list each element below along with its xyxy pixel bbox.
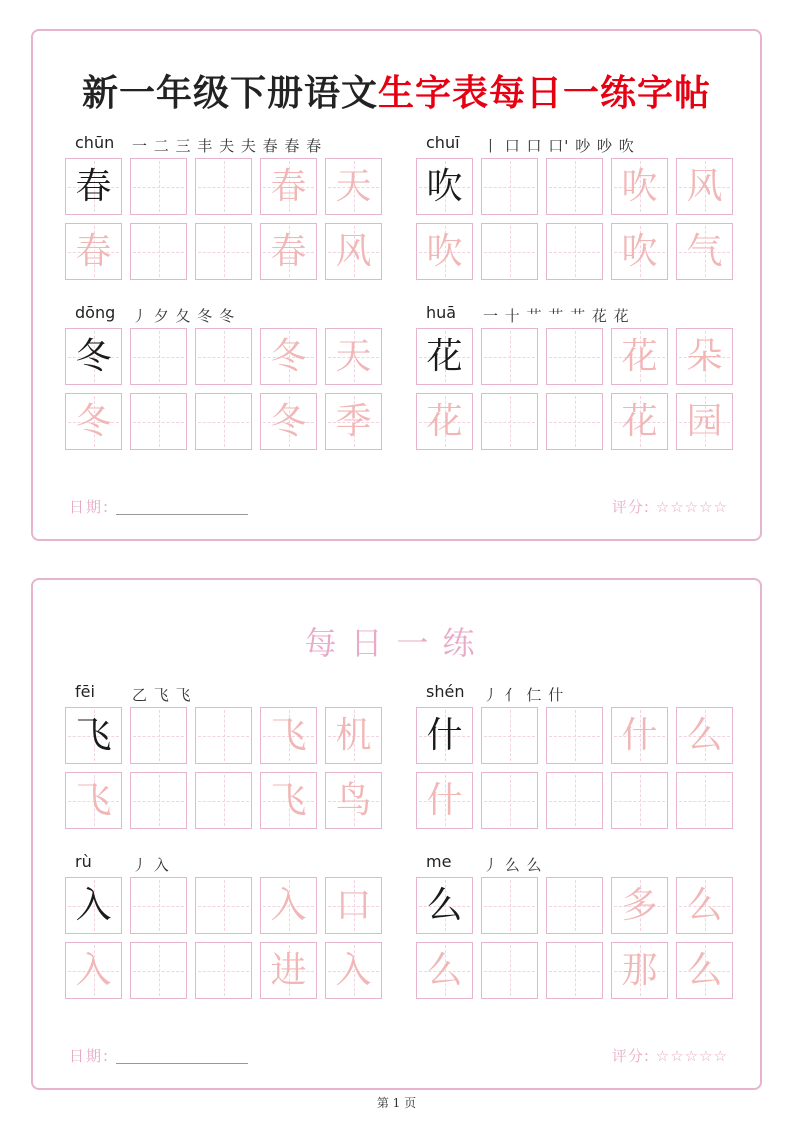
trace-cell[interactable]: 飞 [65,772,122,829]
model-char-cell: 飞 [65,707,122,764]
stroke-order: 丿 夕 夂 冬 冬 [132,307,236,325]
trace-cell[interactable]: 气 [676,223,733,280]
grid-row [65,707,382,764]
char-block-dong [65,303,395,473]
sheet-title [33,65,760,116]
practice-cell[interactable] [195,772,252,829]
practice-cell[interactable] [195,877,252,934]
trace-cell[interactable]: 么 [676,942,733,999]
trace-cell[interactable]: 吹 [611,158,668,215]
practice-cell[interactable] [130,707,187,764]
trace-cell[interactable]: 入 [65,942,122,999]
model-char-cell: 春 [65,158,122,215]
grid-row [65,158,382,215]
trace-cell[interactable]: 机 [325,707,382,764]
grid-row [416,877,733,934]
char-block-ru [65,852,395,1022]
practice-cell[interactable] [195,393,252,450]
trace-cell[interactable]: 多 [611,877,668,934]
grid-row [416,772,733,829]
pinyin-label: me [426,852,452,871]
model-char-cell: 什 [416,707,473,764]
stroke-order: 丿 么 么 [483,856,543,874]
practice-cell[interactable] [481,707,538,764]
trace-cell[interactable]: 飞 [260,707,317,764]
grid-row [65,328,382,385]
char-block-shen [416,682,746,852]
trace-cell[interactable]: 春 [65,223,122,280]
char-block-me [416,852,746,1022]
score-label: 评分: [611,1047,650,1065]
practice-cell[interactable] [481,393,538,450]
page-number: 第 1 页 [376,1096,417,1110]
practice-sheet-1 [31,29,762,541]
trace-cell[interactable]: 吹 [416,223,473,280]
stroke-order: 一 十 艹 艹 艹 花 花 [483,307,630,325]
grid-row [416,328,733,385]
practice-cell[interactable] [481,158,538,215]
char-block-fei [65,682,395,852]
practice-cell[interactable] [546,328,603,385]
trace-cell[interactable]: 冬 [260,393,317,450]
pinyin-label: rù [75,852,92,871]
grid-row [65,877,382,934]
date-field[interactable] [69,1045,248,1066]
char-block-chui [416,133,746,303]
practice-cell[interactable] [546,772,603,829]
practice-cell[interactable] [546,223,603,280]
grid-row [65,393,382,450]
sheet-title: 每日一练 [304,624,489,662]
trace-cell[interactable]: 进 [260,942,317,999]
trace-cell[interactable]: 入 [260,877,317,934]
grid-row [416,223,733,280]
stroke-order: 丨 口 口 口' 吵 吵 吹 [483,137,635,155]
trace-cell[interactable]: 那 [611,942,668,999]
date-underline [116,1063,248,1064]
trace-cell[interactable]: 花 [416,393,473,450]
trace-cell[interactable]: 什 [611,707,668,764]
trace-cell[interactable]: 天 [325,158,382,215]
practice-cell[interactable] [130,223,187,280]
practice-cell[interactable] [195,223,252,280]
practice-cell[interactable] [481,877,538,934]
trace-cell[interactable]: 吹 [611,223,668,280]
date-label: 日期: [69,498,111,516]
grid-row [416,942,733,999]
score-field [612,496,728,517]
trace-cell[interactable]: 飞 [260,772,317,829]
practice-cell[interactable] [195,158,252,215]
practice-cell[interactable] [130,942,187,999]
trace-cell[interactable]: 冬 [65,393,122,450]
practice-cell[interactable] [130,158,187,215]
trace-cell[interactable]: 花 [611,328,668,385]
trace-cell[interactable]: 鸟 [325,772,382,829]
pinyin-label: dōng [75,303,116,322]
trace-cell[interactable]: 口 [325,877,382,934]
star-rating-icon[interactable]: ☆☆☆☆☆ [655,498,728,516]
title-dark-part: 新一年级下册语文 [81,72,378,114]
practice-cell[interactable] [546,707,603,764]
char-block-hua [416,303,746,473]
practice-cell[interactable] [676,772,733,829]
grid-row [416,707,733,764]
char-block-chun [65,133,395,303]
pinyin-label: chuī [426,133,460,152]
practice-cell[interactable] [546,393,603,450]
trace-cell[interactable]: 春 [260,158,317,215]
trace-cell[interactable]: 春 [260,223,317,280]
practice-cell[interactable] [481,328,538,385]
trace-cell[interactable]: 冬 [260,328,317,385]
model-char-cell: 冬 [65,328,122,385]
trace-cell[interactable]: 风 [676,158,733,215]
model-char-cell: 么 [416,877,473,934]
stroke-order: 一 二 三 丰 夫 夫 春 春 春 [132,137,323,155]
title-red-part: 生字表每日一练字帖 [378,72,712,114]
trace-cell[interactable]: 花 [611,393,668,450]
trace-cell[interactable]: 么 [676,707,733,764]
model-char-cell: 吹 [416,158,473,215]
trace-cell[interactable]: 园 [676,393,733,450]
practice-sheet-2 [31,578,762,1090]
pinyin-label: huā [426,303,457,322]
trace-cell[interactable]: 天 [325,328,382,385]
trace-cell[interactable]: 么 [416,942,473,999]
practice-cell[interactable] [546,877,603,934]
pinyin-label: shén [426,682,465,701]
grid-row [416,158,733,215]
star-rating-icon[interactable]: ☆☆☆☆☆ [655,1047,728,1065]
practice-cell[interactable] [481,942,538,999]
model-char-cell: 入 [65,877,122,934]
stroke-order: 丿 亻 仁 什 [483,686,565,704]
practice-cell[interactable] [130,772,187,829]
pinyin-label: fēi [75,682,95,701]
stroke-order: 乙 飞 飞 [132,686,192,704]
date-field[interactable] [69,496,248,517]
score-field [612,1045,728,1066]
trace-cell[interactable]: 季 [325,393,382,450]
stroke-order: 丿 入 [132,856,170,874]
grid-row [65,223,382,280]
pinyin-label: chūn [75,133,115,152]
trace-cell[interactable]: 入 [325,942,382,999]
model-char-cell: 花 [416,328,473,385]
practice-cell[interactable] [195,328,252,385]
trace-cell[interactable]: 朵 [676,328,733,385]
grid-row [65,772,382,829]
grid-row [416,393,733,450]
practice-cell[interactable] [546,158,603,215]
trace-cell[interactable]: 么 [676,877,733,934]
practice-cell[interactable] [130,393,187,450]
grid-row [65,942,382,999]
trace-cell[interactable]: 什 [416,772,473,829]
practice-cell[interactable] [195,942,252,999]
date-underline [116,514,248,515]
practice-cell[interactable] [195,707,252,764]
practice-cell[interactable] [481,772,538,829]
practice-cell[interactable] [481,223,538,280]
practice-cell[interactable] [546,942,603,999]
date-label: 日期: [69,1047,111,1065]
trace-cell[interactable]: 风 [325,223,382,280]
practice-cell[interactable] [611,772,668,829]
practice-cell[interactable] [130,328,187,385]
score-label: 评分: [611,498,650,516]
practice-cell[interactable] [130,877,187,934]
